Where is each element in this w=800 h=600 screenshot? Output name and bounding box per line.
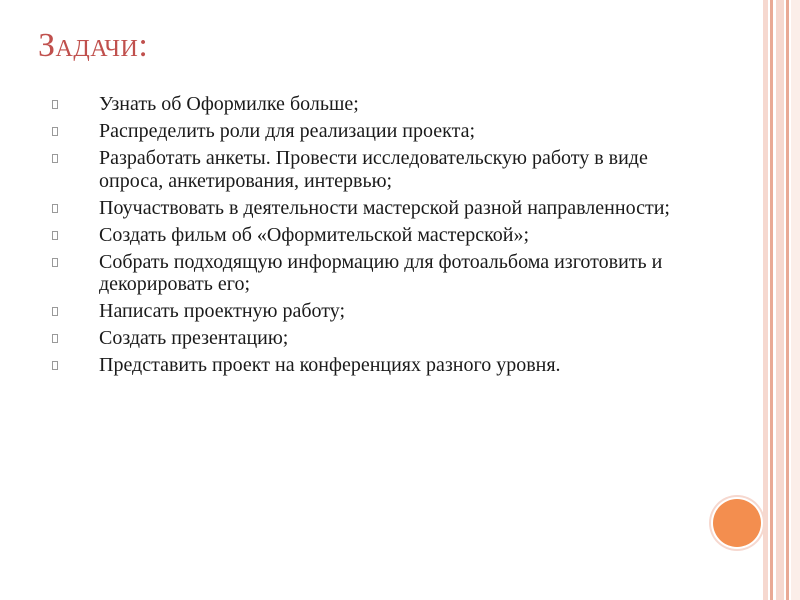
list-item: [52, 197, 702, 220]
list-item: [52, 251, 702, 296]
list-item: [52, 120, 702, 143]
task-text: Создать фильм об «Оформительской мастерской»;: [99, 223, 530, 246]
decorative-stripe: [791, 0, 800, 600]
square-bullet-icon: [52, 154, 58, 163]
task-text: Представить проект на конференциях разного уровня.: [99, 354, 561, 376]
task-text: Поучаствовать в деятельности мастерской разной направленности;: [99, 196, 670, 219]
decorative-stripe: [776, 0, 784, 600]
orange-circle-icon: [713, 499, 761, 547]
list-item: [52, 93, 702, 116]
task-text: Написать проектную работу;: [99, 300, 346, 322]
task-text: Разработать анкеты. Провести исследовательскую работу в виде опроса, анкетирования, интервью;: [99, 147, 648, 192]
task-text: Распределить роли для реализации проекта;: [99, 120, 476, 142]
task-text: Узнать об Оформилке больше;: [99, 93, 359, 115]
slide-title: Задачи:: [38, 27, 149, 64]
decorative-stripe: [763, 0, 768, 600]
square-bullet-icon: [52, 204, 58, 213]
decorative-stripe: [786, 0, 789, 600]
square-bullet-icon: [52, 258, 58, 267]
task-text: Собрать подходящую информацию для фотоальбома изготовить и декорировать его;: [99, 250, 663, 295]
list-item: [52, 327, 702, 350]
list-item: [52, 300, 702, 323]
task-text: Создать презентацию;: [99, 327, 289, 349]
square-bullet-icon: [52, 231, 58, 240]
task-list: [52, 93, 702, 381]
square-bullet-icon: [52, 334, 58, 343]
decorative-stripe: [770, 0, 773, 600]
square-bullet-icon: [52, 307, 58, 316]
square-bullet-icon: [52, 361, 58, 370]
list-item: [52, 147, 702, 192]
list-item: [52, 224, 702, 247]
square-bullet-icon: [52, 127, 58, 136]
list-item: [52, 354, 702, 377]
square-bullet-icon: [52, 100, 58, 109]
